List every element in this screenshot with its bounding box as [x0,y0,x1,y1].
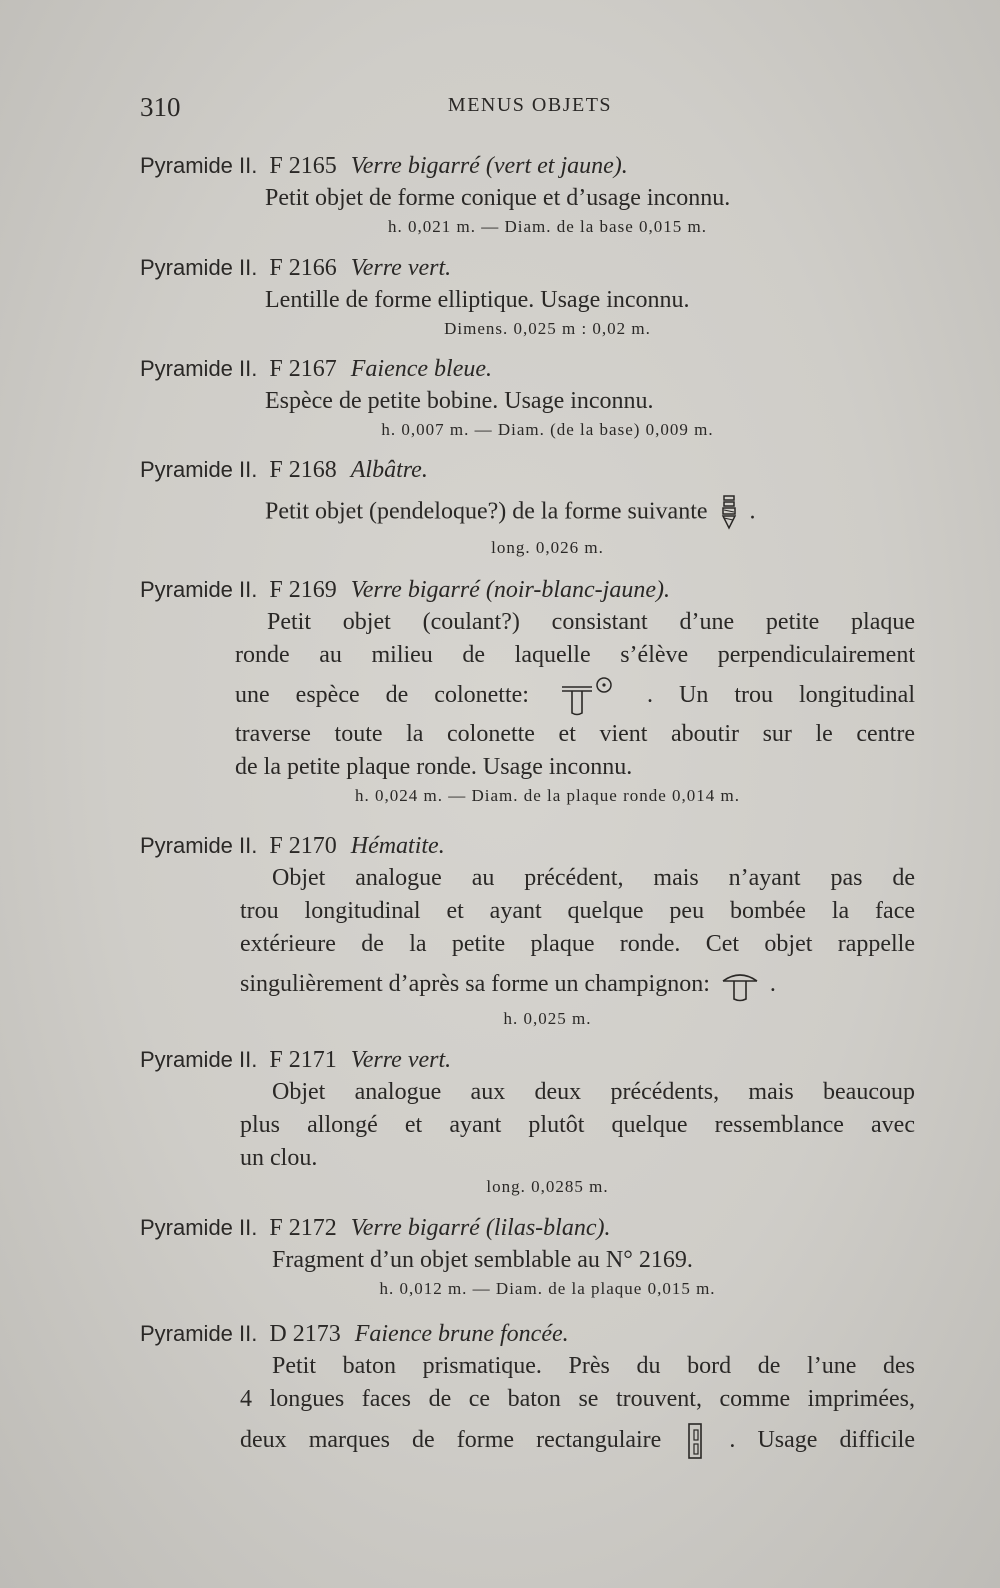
colonette-figure-icon [559,675,617,717]
entry-location: Pyramide II. [140,577,258,602]
catalog-entry-2169 [140,574,915,808]
entry-material: Verre vert. [350,255,452,281]
text-line [240,961,915,1007]
entry-description [140,606,915,784]
page-header [140,92,880,126]
entry-location: Pyramide II. [140,833,258,858]
text-line: un clou. [240,1145,318,1171]
entry-material: Verre vert. [350,1047,452,1073]
entry-measurements: h. 0,012 m. — Diam. de la plaque 0,015 m. [379,1279,716,1298]
entry-location: Pyramide II. [140,1321,258,1346]
catalog-entry-2167 [140,353,915,442]
entry-material: Verre bigarré (lilas-blanc). [350,1215,611,1241]
entry-measurements: h. 0,021 m. — Diam. de la base 0,015 m. [388,217,707,236]
entry-material: Verre bigarré (vert et jaune). [350,153,628,179]
entry-description-text: Petit objet (pendeloque?) de la forme suivante [265,498,708,525]
text-line: Petit objet (coulant?) consistant d’une petite plaque [267,609,915,635]
entry-number: F 2170 [269,833,337,859]
text-line: Petit baton prismatique. Près du bord de l’une des [272,1353,915,1379]
entry-description [140,494,915,532]
text-line: Objet analogue aux deux précédents, mais beaucoup [272,1079,915,1105]
entry-measurements: long. 0,0285 m. [486,1177,609,1196]
pendant-figure-icon [718,494,740,532]
entry-material: Albâtre. [350,457,428,483]
entry-number: F 2171 [269,1047,337,1073]
entry-description [140,862,915,1007]
entry-heading [140,252,915,284]
entry-location: Pyramide II. [140,255,258,280]
entry-measurements: h. 0,007 m. — Diam. (de la base) 0,009 m. [381,420,714,439]
entry-location: Pyramide II. [140,356,258,381]
entry-number: F 2169 [269,577,337,603]
entry-heading [140,1044,915,1076]
text-line: extérieure de la petite plaque ronde. Cet objet rappelle [240,931,915,957]
entry-description: Petit objet de forme conique et d’usage inconnu. [265,185,731,211]
entry-material: Faience brune foncée. [354,1321,569,1347]
entry-description: Lentille de forme elliptique. Usage inconnu. [265,287,690,313]
entry-heading [140,830,915,862]
entry-material: Faience bleue. [350,356,492,382]
text-line: de la petite plaque ronde. Usage inconnu. [235,754,633,780]
mushroom-figure-icon [720,967,760,1003]
entry-heading [140,150,915,182]
text-line: 4 longues faces de ce baton se trouvent, comme imprimées, [240,1386,915,1412]
entry-number: F 2167 [269,356,337,382]
catalog-entry-2168 [140,454,915,560]
text-line [235,672,915,718]
entry-heading [140,1212,915,1244]
entry-description: Fragment d’un objet semblable au N° 2169. [272,1247,693,1273]
catalog-entry-2165 [140,150,915,239]
running-title: MENUS OBJETS [447,94,613,116]
entry-material: Verre bigarré (noir-blanc-jaune). [350,577,670,603]
entry-heading [140,574,915,606]
entry-location: Pyramide II. [140,457,258,482]
rectangular-marks-icon [687,1422,703,1460]
page-number: 310 [140,92,181,122]
entry-number: F 2165 [269,153,337,179]
entry-number: F 2168 [269,457,337,483]
entry-location: Pyramide II. [140,153,258,178]
catalog-entry-2172 [140,1212,915,1301]
text-line: trou longitudinal et ayant quelque peu bombée la face [240,898,915,924]
catalog-entry-2173 [140,1318,915,1464]
entry-description [140,1076,915,1175]
text-line-end: . Usage difficile [729,1427,916,1453]
catalog-entry-2166 [140,252,915,341]
text-line-end: . [769,971,776,997]
text-line-start: une espèce de colonette: [235,682,529,708]
catalog-entry-2171 [140,1044,915,1199]
entry-description [140,1350,915,1464]
catalog-entry-2170 [140,830,915,1031]
entry-measurements: long. 0,026 m. [491,538,604,557]
entry-location: Pyramide II. [140,1047,258,1072]
text-line: traverse toute la colonette et vient aboutir sur le centre [235,721,915,747]
entry-location: Pyramide II. [140,1215,258,1240]
text-line-start: deux marques de forme rectangulaire [240,1427,662,1453]
text-line: Objet analogue au précédent, mais n’ayant pas de [272,865,915,891]
entry-number: F 2166 [269,255,337,281]
entry-number: F 2172 [269,1215,337,1241]
entry-material: Hématite. [350,833,445,859]
entry-number: D 2173 [269,1321,341,1347]
entry-measurements: Dimens. 0,025 m : 0,02 m. [444,319,651,338]
text-line-start: singulièrement d’après sa forme un champignon: [240,971,710,997]
entry-measurements: h. 0,025 m. [503,1009,592,1028]
text-line: plus allongé et ayant plutôt quelque ressemblance avec [240,1112,915,1138]
text-line: ronde au milieu de laquelle s’élève perpendiculairement [235,642,915,668]
text-line [240,1416,915,1464]
entry-heading [140,353,915,385]
entry-heading [140,1318,915,1350]
entry-description-end: . [749,498,756,525]
entry-description: Espèce de petite bobine. Usage inconnu. [265,388,654,414]
text-line-end: . Un trou longitudinal [646,682,915,708]
entry-measurements: h. 0,024 m. — Diam. de la plaque ronde 0,014 m. [354,786,741,805]
entry-heading [140,454,915,486]
